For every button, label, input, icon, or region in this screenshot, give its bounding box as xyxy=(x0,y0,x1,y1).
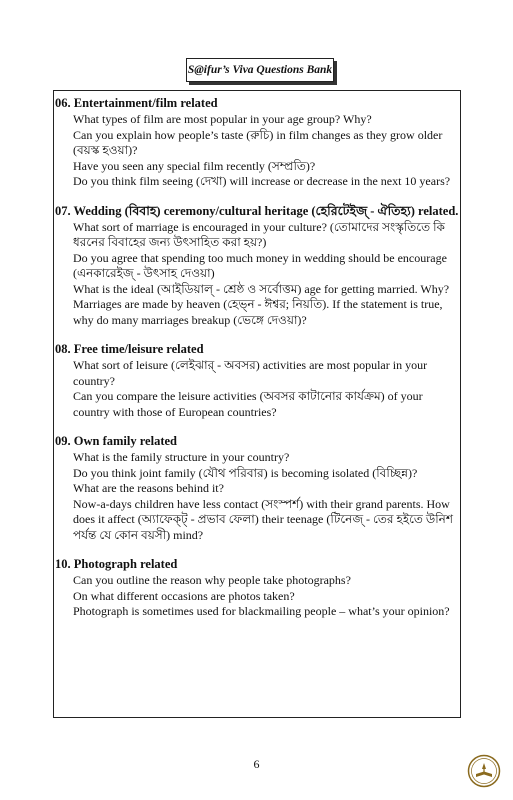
question-item: Photograph is sometimes used for blackmailing people – what’s your opinion? xyxy=(73,604,450,618)
question-item: What are the reasons behind it? xyxy=(73,481,224,495)
question-item: Can you outline the reason why people take photographs? xyxy=(73,573,351,587)
question-item: What types of film are most popular in your age group? Why? xyxy=(73,112,372,126)
book-emblem-icon xyxy=(467,754,501,788)
question-item: Do you agree that spending too much money in wedding should be encourage (এনকারেইজ্‌ - উৎসাহ দেওয়া) xyxy=(73,250,447,280)
question-item: Marriages are made by heaven (হেভ্‌ন - ঈশ্বর; নিয়তি). If the statement is true, why do many marriages breakup (ভেঙ্গে দেওয়া)? xyxy=(73,297,443,327)
question-item: What sort of marriage is encouraged in your culture? (তোমাদের সংস্কৃতিতে কি ধরনের বিবাহের জন্য উৎসাহিত করা হয়?) xyxy=(73,219,445,249)
question-item: Do you think joint family (যৌথ পরিবার) is becoming isolated (বিচ্ছিন্ন)? xyxy=(73,465,418,480)
section-title: 10. Photograph related xyxy=(55,557,178,571)
section-own-family xyxy=(55,433,455,543)
question-item: Now-a-days children have less contact (সংস্পর্শ) with their grand parents. How does it affect (অ্যাফেক্ট্‌ - প্রভাব ফেলা) their teenage (টিনেজ্‌ - তের হইতে উনিশ পর্যন্ত যে কোন বয়সী) mind? xyxy=(73,496,453,542)
section-title: 08. Free time/leisure related xyxy=(55,342,204,356)
section-entertainment-film xyxy=(55,95,455,190)
section-wedding-ceremony xyxy=(55,203,459,329)
section-photograph xyxy=(55,556,455,620)
question-item: What is the ideal (আইডিয়াল্‌ - শ্রেষ্ঠ ও সর্বোত্তম) age for getting married. Why? xyxy=(73,281,450,296)
book-title: S@ifur’s Viva Questions Bank xyxy=(187,64,333,76)
question-item: Have you seen any special film recently (সম্প্রতি)? xyxy=(73,158,316,173)
book-title-banner xyxy=(186,58,334,82)
question-item: What sort of leisure (লেইঝার্‌ - অবসর) activities are most popular in your country? xyxy=(73,358,428,388)
question-item: Can you explain how people’s taste (রুচি) in film changes as they grow older (বয়স্ক হওয়া)? xyxy=(73,127,443,157)
question-item: On what different occasions are photos taken? xyxy=(73,588,295,603)
question-item: What is the family structure in your country? xyxy=(73,450,290,464)
section-title: 07. Wedding (বিবাহ) ceremony/cultural heritage (হেরিটেইজ্‌ - ঐতিহ্য) related. xyxy=(55,203,459,218)
section-title: 09. Own family related xyxy=(55,434,177,448)
section-free-time-leisure xyxy=(55,341,455,420)
question-item: Can you compare the leisure activities (অবসর কাটানোর কার্যক্রম) of your country with those of European countries? xyxy=(73,389,423,419)
section-title: 06. Entertainment/film related xyxy=(55,96,218,110)
page-number: 6 xyxy=(253,757,260,771)
question-item: Do you think film seeing (দেখা) will increase or decrease in the next 10 years? xyxy=(73,174,451,188)
question-sections xyxy=(55,95,459,633)
